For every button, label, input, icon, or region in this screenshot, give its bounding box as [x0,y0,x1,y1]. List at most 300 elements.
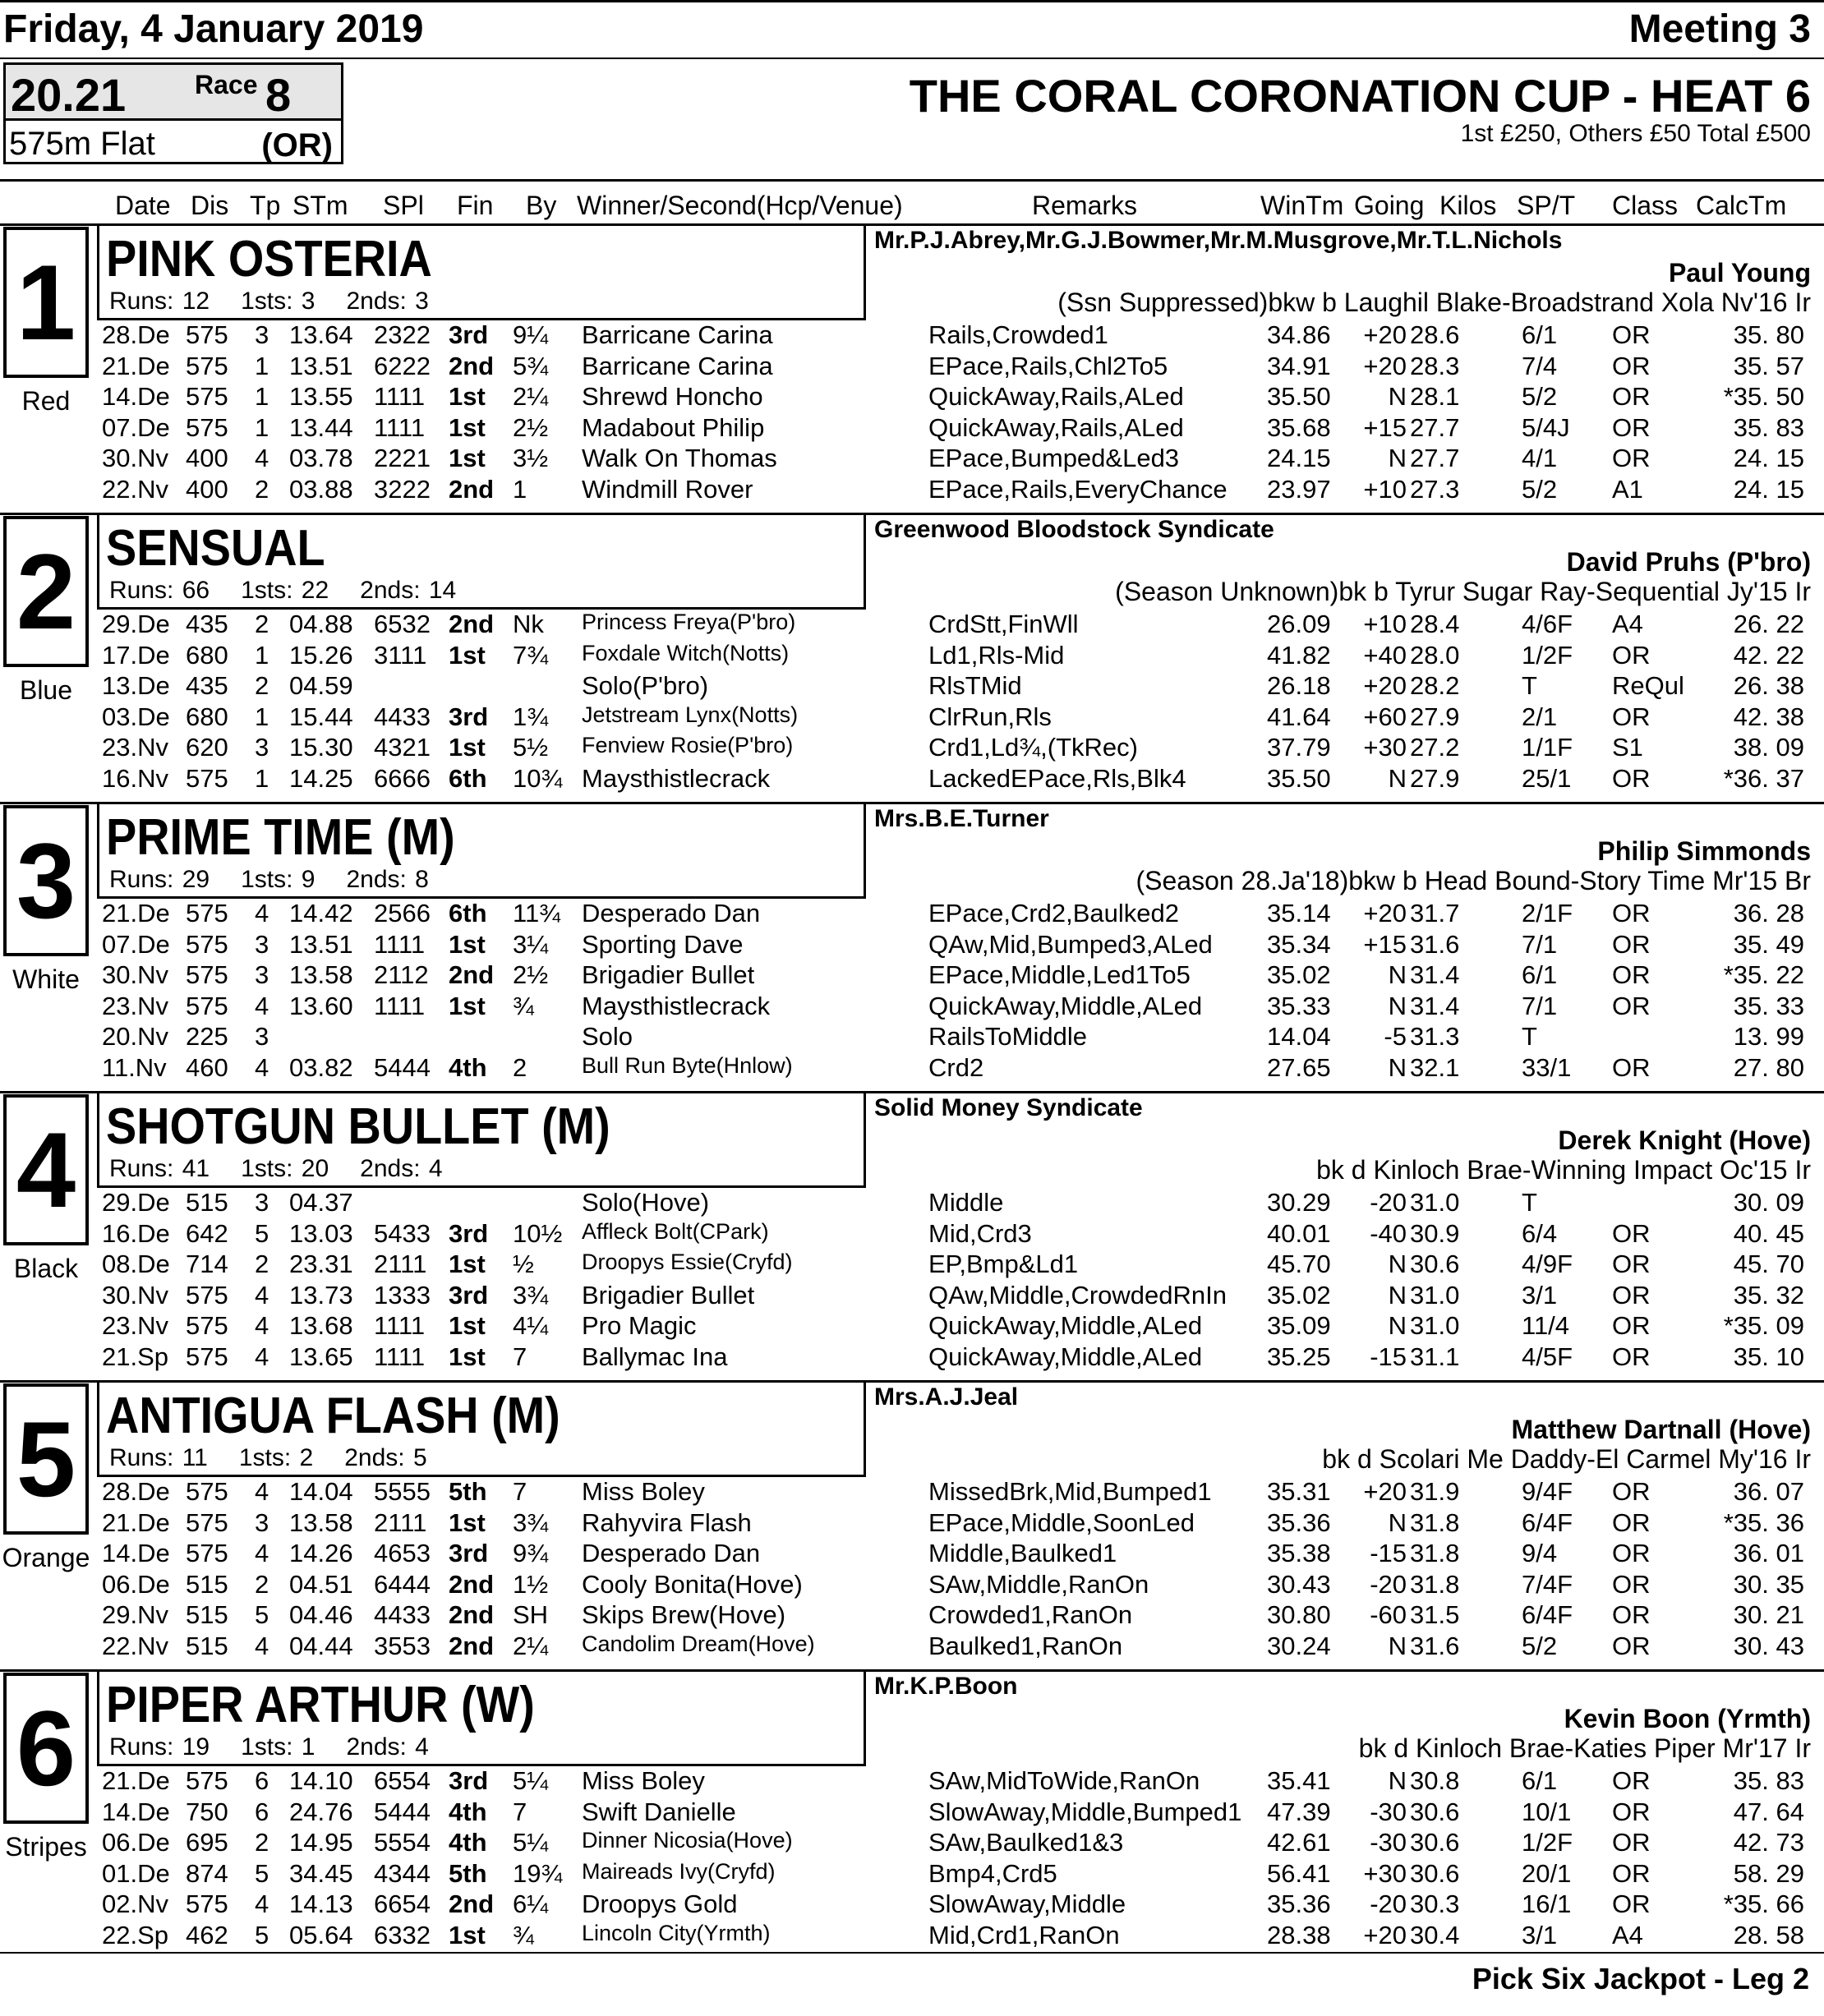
form-winner: Foxdale Witch(Notts) [582,640,790,665]
form-by: 3¾ [513,1507,549,1537]
form-winner: Barricane Carina [582,320,773,349]
form-by: 2½ [513,412,549,442]
form-stm: 24.76 [289,1797,353,1826]
form-stm: 05.64 [289,1921,353,1949]
form-dis: 620 [186,733,228,762]
form-spl: 5433 [374,1218,431,1248]
trap-number: 4 [3,1094,89,1245]
form-tp: 4 [255,1053,269,1082]
form-date: 22.Nv [102,1632,168,1660]
form-fin: 2nd [449,610,495,638]
form-kilos: 31.0 [1410,1311,1460,1341]
form-by: 10½ [513,1218,563,1248]
runs-count: Runs: 12 [109,288,210,315]
form-wintm: 35.02 [1267,960,1331,990]
form-sp: 4/9F [1522,1250,1573,1279]
form-sp: 5/2 [1522,382,1558,412]
form-wintm: 35.34 [1267,929,1331,959]
form-calc: 24. 15 [1733,475,1804,504]
form-spl: 6332 [374,1921,431,1949]
form-cls: OR [1612,1250,1651,1279]
form-winner: Miss Boley [582,1766,705,1795]
form-stm: 04.37 [289,1188,353,1217]
form-date: 16.Nv [102,764,168,793]
form-sp: 7/1 [1522,929,1558,959]
firsts-count: 1sts: 2 [238,1444,314,1471]
form-going: +60 [1363,702,1407,731]
form-going: -20 [1370,1889,1407,1919]
form-dis: 642 [186,1218,228,1248]
form-calc: 36. 07 [1733,1477,1804,1506]
form-date: 28.De [102,320,170,349]
form-fin: 4th [449,1797,487,1826]
form-dis: 575 [186,960,228,990]
form-date: 22.Nv [102,475,168,504]
form-tp: 3 [255,733,269,762]
race-prizes: 1st £250, Others £50 Total £500 [1460,120,1811,147]
owner-name: Mrs.B.E.Turner [874,805,1049,832]
form-cls: OR [1612,1280,1651,1309]
form-stm: 13.64 [289,320,353,349]
form-dis: 575 [186,1280,228,1309]
form-spl: 1111 [374,1311,426,1341]
form-stm: 23.31 [289,1250,353,1279]
form-fin: 1st [449,412,486,442]
form-going: -20 [1370,1188,1407,1217]
runner-block [0,1669,1824,1957]
form-row [0,960,1824,991]
form-date: 22.Sp [102,1921,169,1949]
form-cls: A4 [1612,1921,1643,1949]
form-dis: 575 [186,351,228,380]
form-row [0,1219,1824,1250]
form-stm: 14.26 [289,1539,353,1568]
form-by: 7¾ [513,640,549,670]
form-kilos: 31.8 [1410,1569,1460,1599]
form-tp: 5 [255,1858,269,1888]
form-winner: Maysthistlecrack [582,991,771,1020]
dog-name: PINK OSTERIA [106,231,432,288]
form-tp: 4 [255,1477,269,1506]
form-cls: OR [1612,929,1651,959]
form-remarks: QuickAway,Middle,ALed [928,1342,1203,1371]
form-dis: 874 [186,1858,228,1888]
form-spl: 3222 [374,475,431,504]
form-going: N [1388,1632,1407,1660]
form-kilos: 27.9 [1410,764,1460,793]
form-calc: 45. 70 [1733,1250,1804,1279]
form-going: -15 [1370,1342,1407,1371]
form-remarks: EPace,Middle,SoonLed [928,1507,1195,1537]
form-kilos: 30.6 [1410,1250,1460,1279]
owner-name: Mr.P.J.Abrey,Mr.G.J.Bowmer,Mr.M.Musgrove,Mr.T.L.Nichols [874,227,1563,254]
form-spl: 1111 [374,991,426,1020]
form-going: +20 [1363,1477,1407,1506]
form-remarks: Ld1,Rls-Mid [928,640,1065,670]
form-calc: 30. 09 [1733,1188,1804,1217]
form-stm: 04.88 [289,610,353,638]
form-date: 02.Nv [102,1889,168,1919]
seconds-count: 2nds: 3 [346,288,429,315]
form-remarks: Bmp4,Crd5 [928,1858,1057,1888]
form-stm: 14.95 [289,1828,353,1857]
dog-name-box [97,1091,866,1188]
form-row [0,444,1824,474]
form-by: 7 [513,1342,527,1371]
footer-jackpot-leg: Pick Six Jackpot - Leg 2 [1472,1962,1809,1995]
trainer-name: Paul Young [1668,258,1811,288]
form-tp: 4 [255,1342,269,1371]
form-calc: *35. 36 [1723,1507,1804,1537]
form-remarks: RailsToMiddle [928,1022,1087,1052]
form-cls: OR [1612,764,1651,793]
form-calc: 26. 38 [1733,671,1804,701]
form-spl: 2111 [374,1507,427,1537]
form-tp: 3 [255,929,269,959]
form-row [0,1539,1824,1569]
form-tp: 3 [255,1188,269,1217]
form-calc: 28. 58 [1733,1921,1804,1949]
form-kilos: 27.7 [1410,412,1460,442]
form-kilos: 27.7 [1410,444,1460,473]
form-going: N [1388,960,1407,990]
form-by: 19¾ [513,1858,563,1888]
form-wintm: 26.18 [1267,671,1331,701]
form-sp: 9/4F [1522,1477,1573,1506]
form-remarks: MissedBrk,Mid,Bumped1 [928,1477,1212,1506]
form-cls: OR [1612,960,1651,990]
form-cls: OR [1612,1569,1651,1599]
form-row [0,1053,1824,1084]
form-row [0,1477,1824,1507]
form-winner: Princess Freya(P'bro) [582,610,796,634]
form-going: +20 [1363,1921,1407,1949]
trap-number: 1 [3,227,89,378]
form-row [0,610,1824,640]
form-sp: 4/6F [1522,610,1573,638]
form-remarks: SAw,MidToWide,RanOn [928,1766,1200,1795]
form-sp: 6/1 [1522,1766,1558,1795]
form-kilos: 27.9 [1410,702,1460,731]
form-dis: 575 [186,1507,228,1537]
form-spl: 4433 [374,702,431,731]
form-fin: 1st [449,1250,486,1279]
form-row [0,475,1824,505]
form-going: +15 [1363,412,1407,442]
breeding-info: bk d Kinloch Brae-Katies Piper Mr'17 Ir [1358,1733,1811,1763]
form-cls: OR [1612,702,1651,731]
form-date: 14.De [102,1797,170,1826]
form-kilos: 31.6 [1410,929,1460,959]
form-sp: 25/1 [1522,764,1572,793]
form-by: 3¾ [513,1280,549,1309]
form-by: 11¾ [513,899,561,927]
form-date: 21.De [102,1766,170,1795]
form-by: 3¼ [513,929,549,959]
form-wintm: 35.09 [1267,1311,1331,1341]
form-by: 5¼ [513,1766,549,1795]
form-by: 2½ [513,960,549,990]
form-tp: 2 [255,610,269,638]
runs-count: Runs: 29 [109,866,210,893]
form-row [0,1797,1824,1828]
form-winner: Sporting Dave [582,929,744,959]
runs-count: Runs: 11 [109,1444,208,1471]
form-date: 29.De [102,1188,170,1217]
form-winner: Desperado Dan [582,1539,761,1568]
seconds-count: 2nds: 4 [360,1155,443,1182]
col-spl: SPl [383,191,424,220]
runs-count: Runs: 41 [109,1155,210,1182]
runner-block [0,1380,1824,1668]
form-spl: 3553 [374,1632,431,1660]
runs-summary [109,288,429,315]
form-fin: 3rd [449,320,489,349]
form-going: N [1388,1766,1407,1795]
form-going: +20 [1363,351,1407,380]
form-winner: Barricane Carina [582,351,773,380]
form-dis: 575 [186,899,228,927]
seconds-count: 2nds: 5 [344,1444,427,1471]
form-fin: 3rd [449,702,489,731]
form-date: 08.De [102,1250,170,1279]
form-going: N [1388,382,1407,412]
form-remarks: Rails,Crowded1 [928,320,1108,349]
header-rule [0,58,1824,59]
form-wintm: 37.79 [1267,733,1331,762]
form-spl: 5444 [374,1053,431,1082]
form-sp: 1/2F [1522,640,1573,670]
form-fin: 2nd [449,1569,495,1599]
form-stm: 13.58 [289,1507,353,1537]
owner-name: Solid Money Syndicate [874,1094,1143,1121]
form-remarks: SAw,Baulked1&3 [928,1828,1124,1857]
form-winner: Desperado Dan [582,899,761,927]
form-tp: 4 [255,1539,269,1568]
trainer-name: Philip Simmonds [1597,836,1811,866]
form-by: ¾ [513,991,534,1020]
form-wintm: 42.61 [1267,1828,1331,1857]
form-stm: 14.42 [289,899,353,927]
form-date: 30.Nv [102,444,168,473]
form-spl: 4653 [374,1539,431,1568]
form-dis: 575 [186,991,228,1020]
form-spl: 2566 [374,899,431,927]
form-fin: 6th [449,899,487,927]
form-stm: 13.03 [289,1218,353,1248]
form-fin: 1st [449,733,486,762]
form-by: 2 [513,1053,527,1082]
form-fin: 1st [449,640,486,670]
form-kilos: 28.4 [1410,610,1460,638]
dog-name-box [97,1380,866,1477]
form-spl: 2322 [374,320,431,349]
form-winner: Droopys Essie(Cryfd) [582,1250,793,1275]
form-sp: 6/4F [1522,1600,1573,1630]
form-sp: 6/4F [1522,1507,1573,1537]
form-date: 23.Nv [102,1311,168,1341]
form-calc: 35. 10 [1733,1342,1804,1371]
dog-name: ANTIGUA FLASH (M) [106,1388,560,1444]
form-wintm: 14.04 [1267,1022,1331,1052]
form-winner: Cooly Bonita(Hove) [582,1569,803,1599]
form-cls: OR [1612,382,1651,412]
form-calc: 13. 99 [1733,1022,1804,1052]
form-cls: OR [1612,991,1651,1020]
form-row [0,1570,1824,1600]
form-kilos: 28.3 [1410,351,1460,380]
form-cls: OR [1612,1828,1651,1857]
breeding-info: bk d Kinloch Brae-Winning Impact Oc'15 Ir [1316,1155,1811,1185]
form-wintm: 30.29 [1267,1188,1331,1217]
form-stm: 14.25 [289,764,353,793]
form-fin: 2nd [449,475,495,504]
form-cls: ReQul [1612,671,1684,701]
form-date: 07.De [102,929,170,959]
form-stm: 04.46 [289,1600,353,1630]
form-date: 14.De [102,1539,170,1568]
form-cls: OR [1612,1218,1651,1248]
owner-name: Greenwood Bloodstock Syndicate [874,516,1274,543]
form-date: 23.Nv [102,733,168,762]
form-remarks: EPace,Bumped&Led3 [928,444,1180,473]
form-remarks: SlowAway,Middle,Bumped1 [928,1797,1242,1826]
form-fin: 4th [449,1828,487,1857]
form-winner: Affleck Bolt(CPark) [582,1218,769,1244]
form-wintm: 35.41 [1267,1766,1331,1795]
form-tp: 4 [255,444,269,473]
form-kilos: 31.0 [1410,1188,1460,1217]
form-winner: Rahyvira Flash [582,1507,752,1537]
form-date: 06.De [102,1828,170,1857]
form-tp: 2 [255,475,269,504]
form-kilos: 31.9 [1410,1477,1460,1506]
footer-rule [0,1952,1824,1954]
form-tp: 1 [255,382,269,412]
form-tp: 3 [255,1022,269,1052]
col-spt: SP/T [1517,191,1576,220]
form-by: ½ [513,1250,534,1279]
form-dis: 462 [186,1921,228,1949]
col-going: Going [1354,191,1425,220]
col-kilos: Kilos [1439,191,1497,220]
form-winner: Madabout Philip [582,412,765,442]
form-spl: 4321 [374,733,431,762]
form-going: N [1388,1053,1407,1082]
race-time: 20.21 [11,69,127,121]
form-going: +20 [1363,671,1407,701]
form-wintm: 35.31 [1267,1477,1331,1506]
form-winner: Maysthistlecrack [582,764,771,793]
form-remarks: SlowAway,Middle [928,1889,1126,1919]
form-row [0,320,1824,351]
form-tp: 4 [255,1889,269,1919]
form-row [0,764,1824,794]
form-calc: *35. 09 [1723,1311,1804,1341]
seconds-count: 2nds: 4 [346,1733,429,1761]
form-fin: 5th [449,1477,487,1506]
form-by: 9¼ [513,320,549,349]
form-remarks: QuickAway,Rails,ALed [928,382,1184,412]
form-by: 9¾ [513,1539,549,1568]
form-sp: 1/1F [1522,733,1573,762]
col-winner: Winner/Second(Hcp/Venue) [577,191,903,220]
form-row [0,1921,1824,1951]
form-kilos: 27.3 [1410,475,1460,504]
form-dis: 435 [186,610,228,638]
form-tp: 3 [255,1507,269,1537]
form-winner: Brigadier Bullet [582,1280,755,1309]
form-row [0,1281,1824,1311]
form-by: 5¼ [513,1828,549,1857]
form-calc: 35. 32 [1733,1280,1804,1309]
form-date: 16.De [102,1218,170,1248]
form-winner: Jetstream Lynx(Notts) [582,702,799,727]
form-cls: OR [1612,1766,1651,1795]
form-by: 7 [513,1477,527,1506]
form-kilos: 28.1 [1410,382,1460,412]
col-dis: Dis [191,191,229,220]
form-winner: Walk On Thomas [582,444,777,473]
form-spl: 4344 [374,1858,431,1888]
form-going: +10 [1363,610,1407,638]
form-wintm: 35.36 [1267,1507,1331,1537]
form-remarks: RlsTMid [928,671,1022,701]
form-spl: 6532 [374,610,431,638]
columns-rule [0,179,1824,182]
form-calc: 24. 15 [1733,444,1804,473]
form-cls: OR [1612,1477,1651,1506]
form-date: 29.Nv [102,1600,168,1630]
form-dis: 750 [186,1797,228,1826]
form-by: 10¾ [513,764,563,793]
form-cls: OR [1612,1342,1651,1371]
col-calctm: CalcTm [1696,191,1787,220]
meeting-number: Meeting 3 [1628,7,1811,51]
form-cls: OR [1612,444,1651,473]
top-rule [0,0,1824,2]
form-stm: 13.55 [289,382,353,412]
form-date: 20.Nv [102,1022,168,1052]
form-row [0,352,1824,382]
form-calc: 35. 33 [1733,991,1804,1020]
form-sp: 3/1 [1522,1921,1558,1949]
form-row [0,382,1824,412]
form-kilos: 31.4 [1410,960,1460,990]
form-winner: Solo(Hove) [582,1188,710,1217]
form-kilos: 31.6 [1410,1632,1460,1660]
form-tp: 6 [255,1766,269,1795]
form-kilos: 31.0 [1410,1280,1460,1309]
form-wintm: 27.65 [1267,1053,1331,1082]
form-going: -20 [1370,1569,1407,1599]
dog-name: PIPER ARTHUR (W) [106,1677,535,1733]
form-stm: 15.30 [289,733,353,762]
form-winner: Maireads Ivy(Cryfd) [582,1858,776,1884]
form-row [0,1889,1824,1920]
form-cls: OR [1612,1539,1651,1568]
form-winner: Solo(P'bro) [582,671,709,701]
form-calc: 26. 22 [1733,610,1804,638]
form-date: 29.De [102,610,170,638]
form-kilos: 31.4 [1410,991,1460,1020]
form-spl: 1111 [374,412,426,442]
form-wintm: 34.91 [1267,351,1331,380]
form-row [0,1342,1824,1373]
trap-colour: Red [21,386,71,416]
form-remarks: Middle,Baulked1 [928,1539,1117,1568]
breeding-info: (Season Unknown)bk b Tyrur Sugar Ray-Sequential Jy'15 Ir [1115,577,1811,606]
